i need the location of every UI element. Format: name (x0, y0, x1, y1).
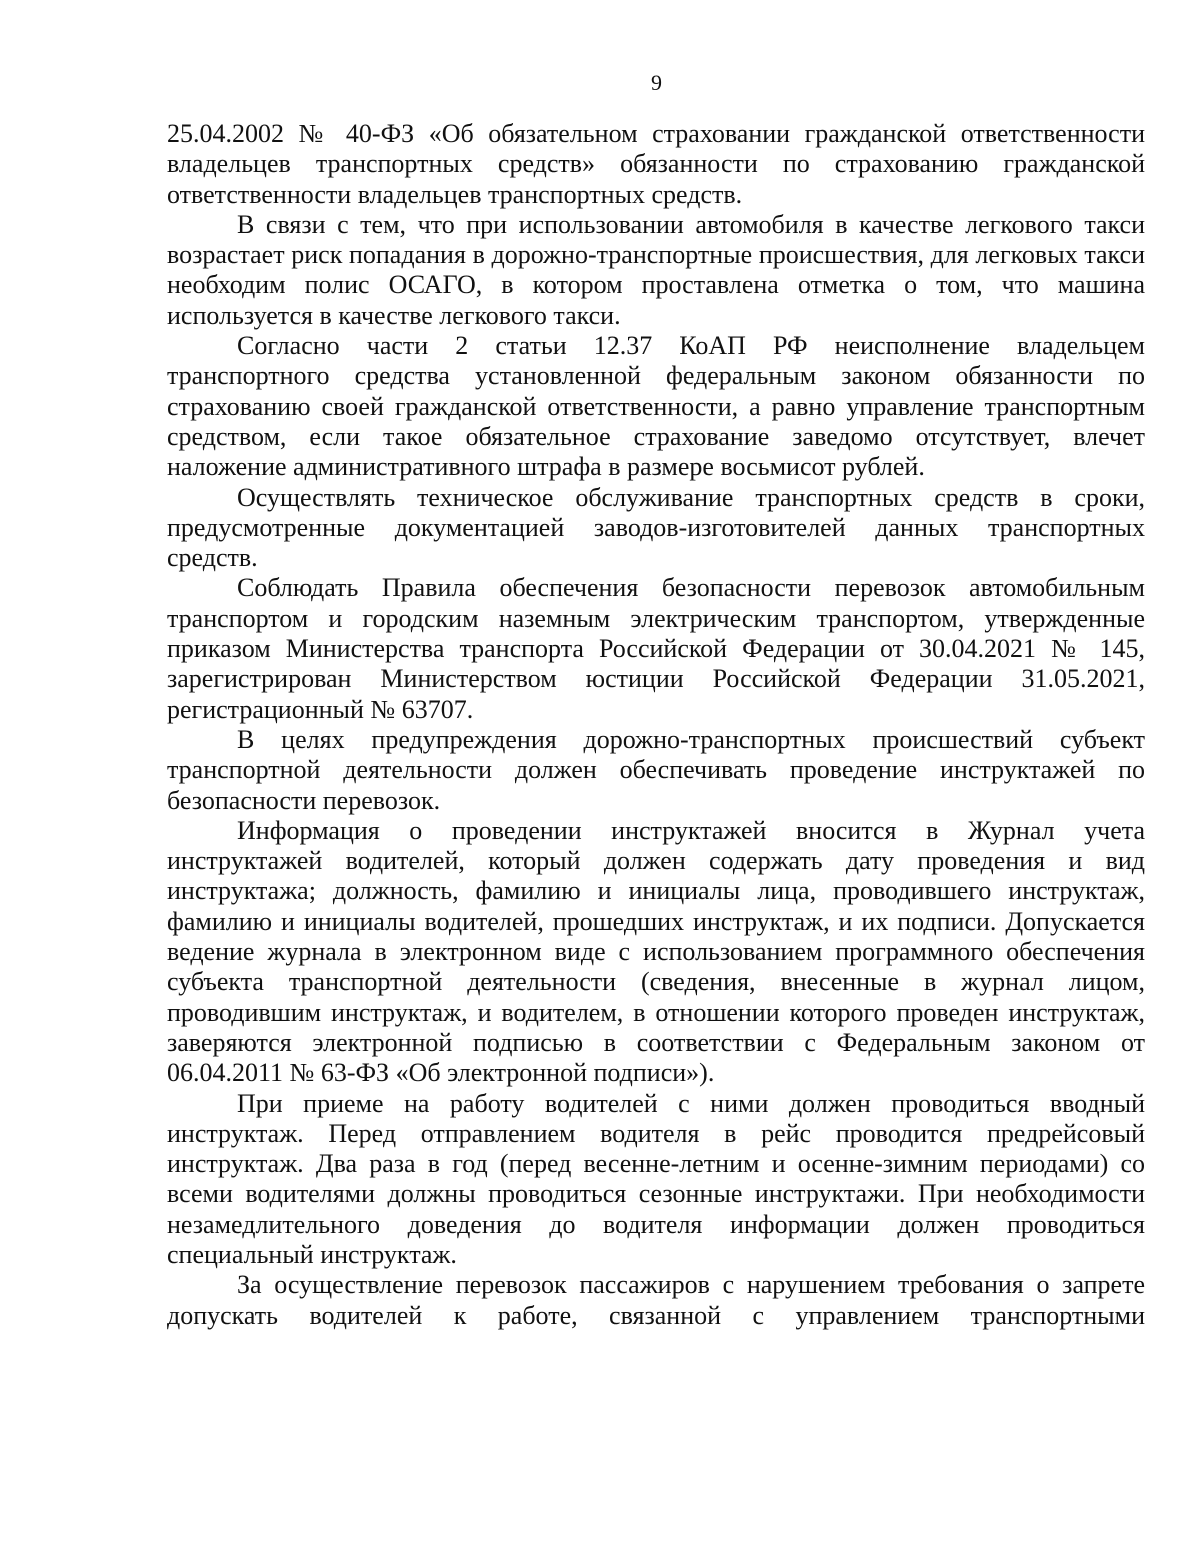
paragraph-taxi-osago-policy: В связи с тем, что при использовании автомобиля в качестве легкового такси возрастает риск попадания в дорожно-транспортные происшествия, для легковых такси необходим полис ОСАГО, в котором проставлена отметка о том, что машина используется в качестве легкового такси. (167, 209, 1145, 330)
paragraph-driver-admission-violation: За осуществление перевозок пассажиров с нарушением требования о запрете допускать водителей к работе, связанной с управлением транспортными (167, 1270, 1145, 1330)
paragraph-briefing-journal: Информация о проведении инструктажей вносится в Журнал учета инструктажей водителей, который должен содержать дату проведения и вид инструктажа; должность, фамилию и инициалы лица, проводившего инструктаж, фамилию и инициалы водителей, прошедших инструктаж, и их подписи. Допускается ведение журнала в электронном виде с использованием программного обеспечения субъекта транспортной деятельности (сведения, внесенные в журнал лицом, проводившим инструктаж, и водителем, в отношении которого проведен инструктаж, заверяются электронной подписью в соответствии с Федеральным законом от 06.04.2011 № 63-ФЗ «Об электронной подписи»). (167, 815, 1145, 1088)
page-number: 9 (651, 70, 662, 95)
paragraph-accident-prevention: В целях предупреждения дорожно-транспортных происшествий субъект транспортной деятельности должен обеспечивать проведение инструктажей по безопасности перевозок. (167, 724, 1145, 815)
paragraph-technical-maintenance: Осуществлять техническое обслуживание транспортных средств в сроки, предусмотренные документацией заводов-изготовителей данных транспортных средств. (167, 482, 1145, 573)
paragraph-osago-law-reference: 25.04.2002 № 40-ФЗ «Об обязательном страховании гражданской ответственности владельцев транспортных средств» обязанности по страхованию гражданской ответственности владельцев транспортных средств. (167, 119, 1145, 209)
paragraph-koap-penalty: Согласно части 2 статьи 12.37 КоАП РФ неисполнение владельцем транспортного средства установленной федеральным законом обязанности по страхованию своей гражданской ответственности, а равно управление транспортным средством, если такое обязательное страхование заведомо отсутствует, влечет наложение административного штрафа в размере восьмисот рублей. (167, 331, 1145, 482)
paragraph-safety-rules: Соблюдать Правила обеспечения безопасности перевозок автомобильным транспортом и городским наземным электрическим транспортом, утвержденные приказом Министерства транспорта Российской Федерации от 30.04.2021 № 145, зарегистрирован Министерством юстиции Российской Федерации 31.05.2021, регистрационный № 63707. (167, 573, 1145, 724)
paragraph-briefing-types: При приеме на работу водителей с ними должен проводиться вводный инструктаж. Перед отправлением водителя в рейс проводится предрейсовый инструктаж. Два раза в год (перед весенне-летним и осенне-зимним периодами) со всеми водителями должны проводиться сезонные инструктажи. При необходимости незамедлительного доведения до водителя информации должен проводиться специальный инструктаж. (167, 1088, 1145, 1269)
document-body (167, 119, 1145, 1331)
